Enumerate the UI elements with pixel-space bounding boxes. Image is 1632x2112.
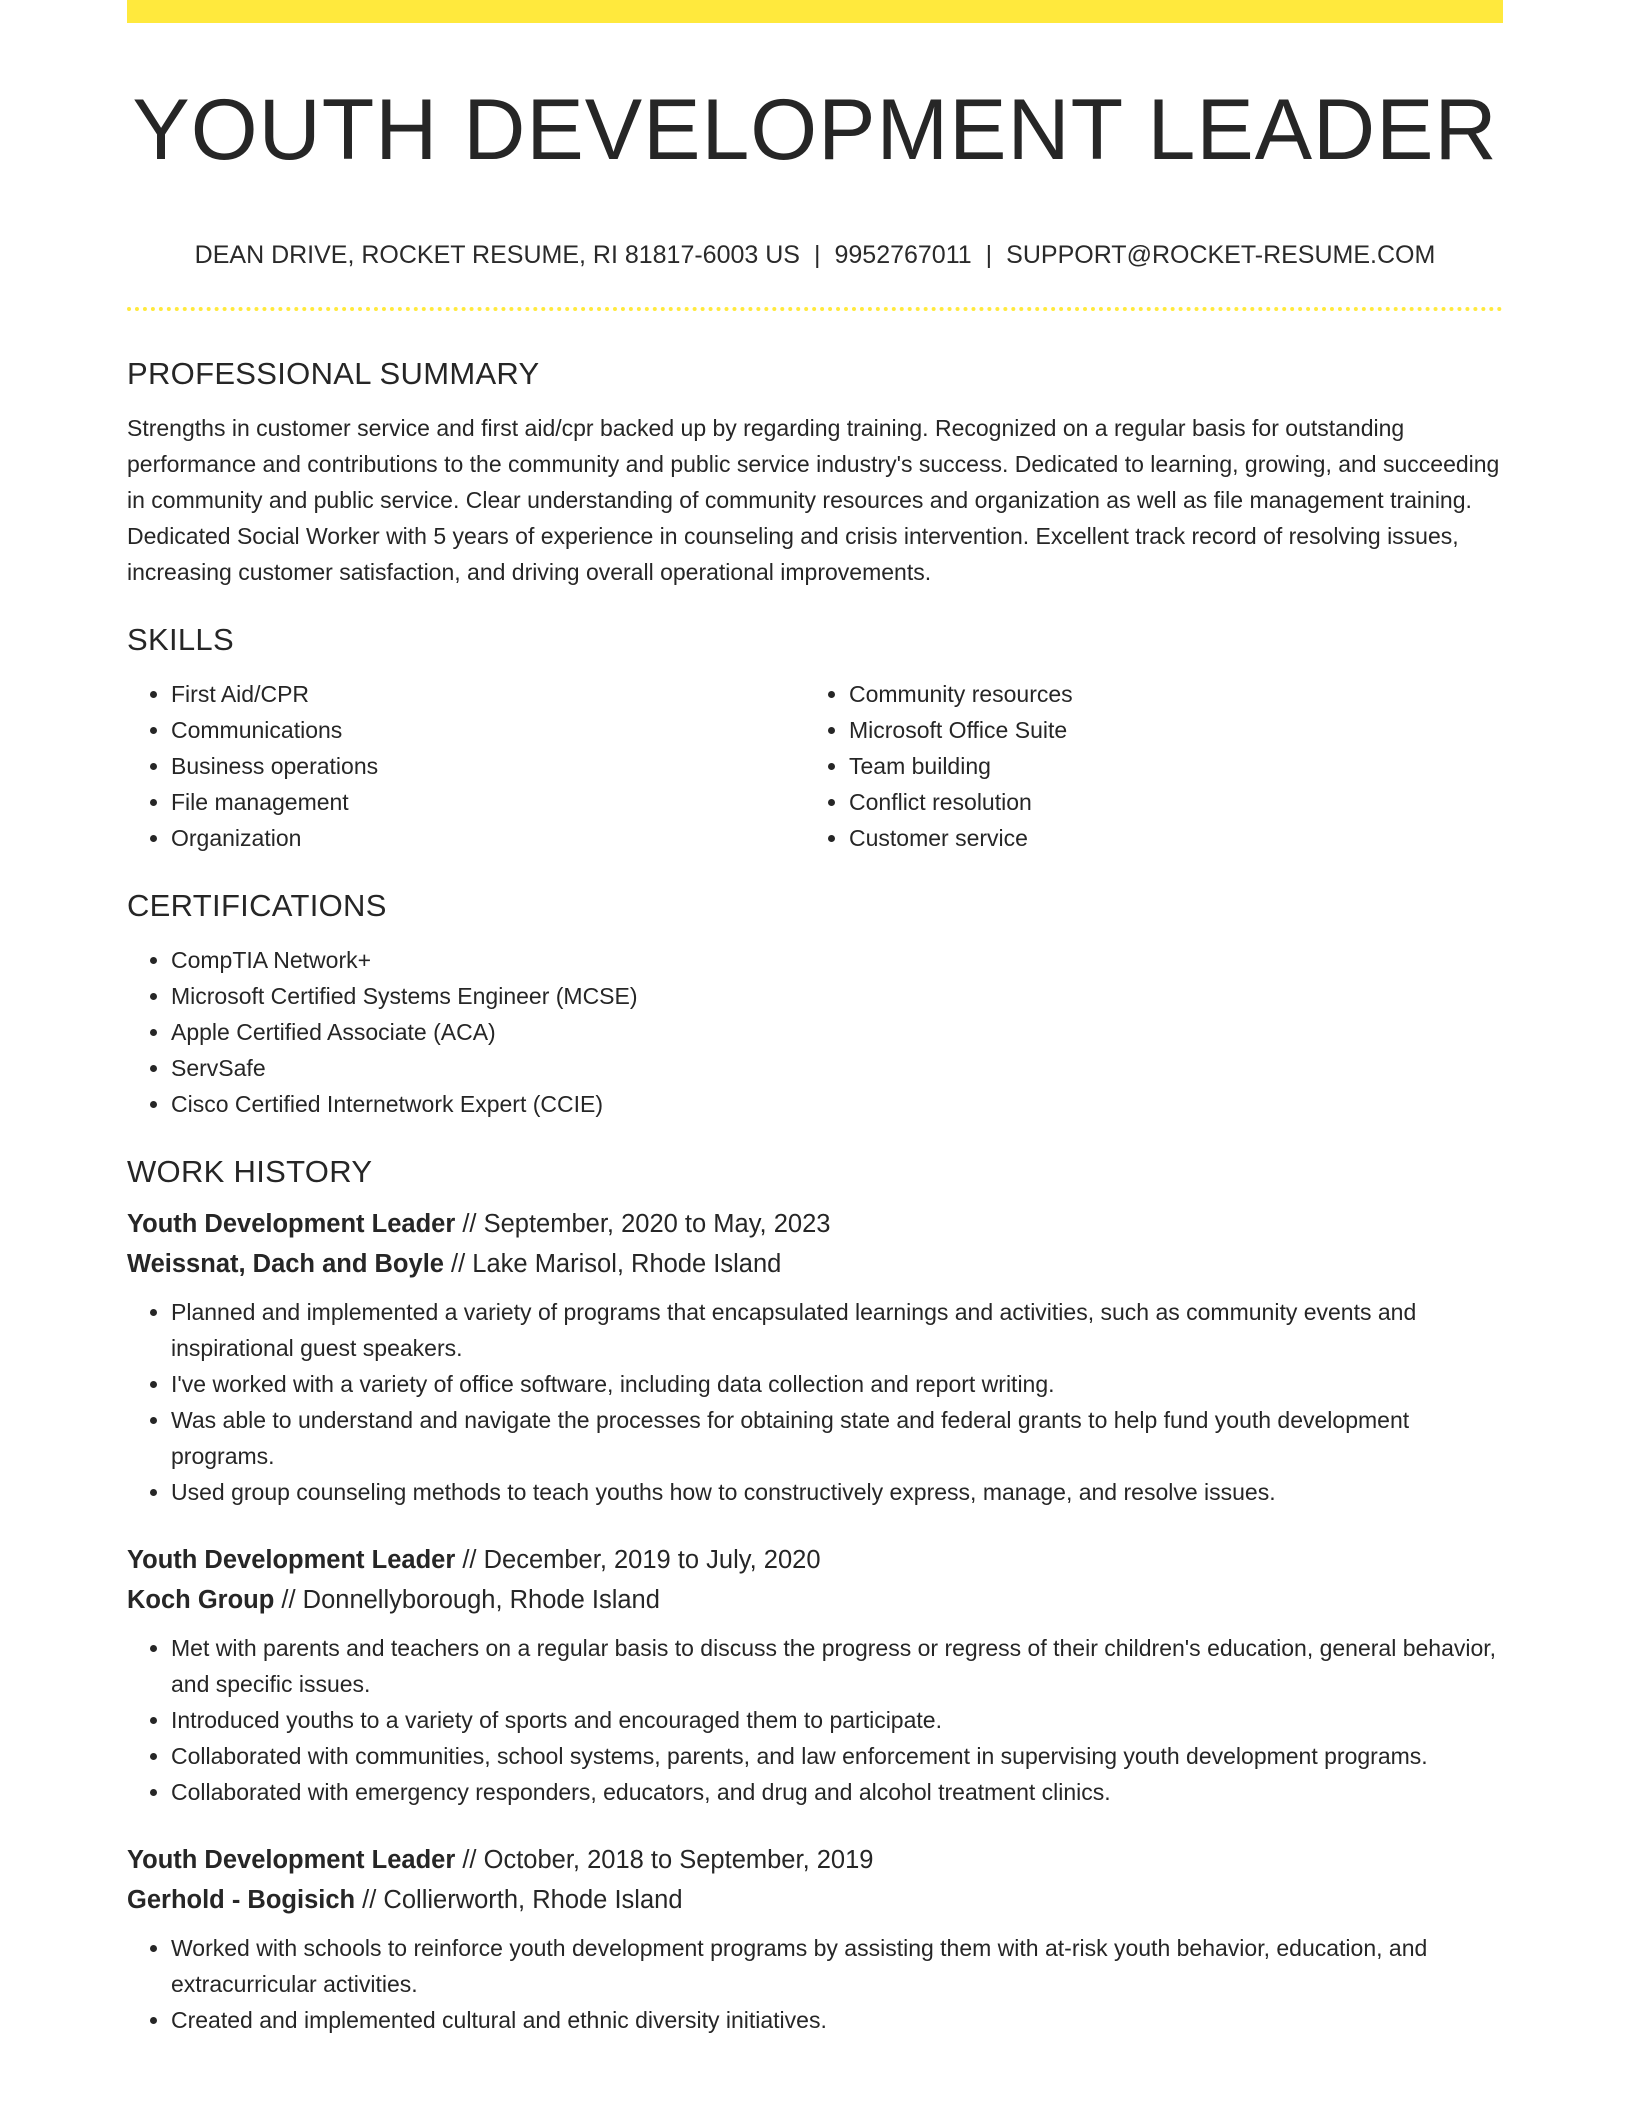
summary-text: Strengths in customer service and first aid/cpr backed up by regarding training. Recognized on a regular basis for outstanding performance and contributions to the community and public service industry's success. Dedicated to learning, growing, and succeeding in community and public service. Clear understanding of community resources and organization as well as file management training. Dedicated Social Worker with 5 years of experience in counseling and crisis intervention. Excellent track record of resolving issues, increasing customer satisfaction, and driving overall operational improvements.: [127, 415, 1500, 585]
certification-item: • Cisco Certified Internetwork Expert (CCIE): [171, 1086, 1503, 1122]
certifications-heading: CERTIFICATIONS: [127, 888, 387, 923]
contact-line: [127, 238, 1503, 272]
job-title: Youth Development Leader: [127, 1210, 456, 1238]
skill-item: • Customer service: [849, 820, 1483, 856]
job-entry: [127, 1540, 1503, 1810]
job-title-line: [127, 1540, 1503, 1580]
job-title-line: [127, 1204, 1503, 1244]
skill-item: • Team building: [849, 748, 1483, 784]
skill-item: • Microsoft Office Suite: [849, 712, 1483, 748]
skill-item: • Conflict resolution: [849, 784, 1483, 820]
job-dates: // December, 2019 to July, 2020: [455, 1546, 821, 1574]
skills-section: [127, 618, 1503, 856]
skill-item: • Organization: [171, 820, 805, 856]
job-bullet: • Created and implemented cultural and ethnic diversity initiatives.: [171, 2002, 1503, 2038]
job-location: // Collierworth, Rhode Island: [355, 1886, 683, 1914]
job-bullet: • Collaborated with emergency responders, educators, and drug and alcohol treatment clinics.: [171, 1774, 1503, 1810]
job-bullets: [127, 1294, 1503, 1510]
job-entry: [127, 1840, 1503, 2038]
job-company-line: [127, 1580, 1503, 1620]
job-title: Youth Development Leader: [127, 1846, 456, 1874]
job-company: Weissnat, Dach and Boyle: [127, 1250, 444, 1278]
job-bullet: • Collaborated with communities, school systems, parents, and law enforcement in supervising youth development programs.: [171, 1738, 1503, 1774]
email-text: SUPPORT@ROCKET-RESUME.COM: [1006, 241, 1436, 269]
job-bullet: • Met with parents and teachers on a regular basis to discuss the progress or regress of their children's education, general behavior, and specific issues.: [171, 1630, 1503, 1702]
skill-item: • First Aid/CPR: [171, 676, 805, 712]
skills-heading: SKILLS: [127, 622, 234, 657]
job-bullet: • Was able to understand and navigate the processes for obtaining state and federal grants to help fund youth development programs.: [171, 1402, 1503, 1474]
dotted-divider: [127, 307, 1503, 311]
job-dates: // October, 2018 to September, 2019: [455, 1846, 874, 1874]
certifications-section: [127, 884, 1503, 1122]
job-bullet: • Planned and implemented a variety of programs that encapsulated learnings and activities, such as community events and inspirational guest speakers.: [171, 1294, 1503, 1366]
resume-body: [127, 352, 1503, 2038]
job-dates: // September, 2020 to May, 2023: [455, 1210, 831, 1238]
certification-item: • CompTIA Network+: [171, 942, 1503, 978]
job-company-line: [127, 1880, 1503, 1920]
job-bullets: [127, 1930, 1503, 2038]
work-history-heading: WORK HISTORY: [127, 1154, 373, 1189]
job-location: // Lake Marisol, Rhode Island: [443, 1250, 782, 1278]
contact-separator: |: [813, 241, 821, 269]
job-bullet: • I've worked with a variety of office software, including data collection and report writing.: [171, 1366, 1503, 1402]
job-entry: [127, 1204, 1503, 1510]
summary-heading: PROFESSIONAL SUMMARY: [127, 356, 540, 391]
skill-item: • Community resources: [849, 676, 1483, 712]
job-bullets: [127, 1630, 1503, 1810]
job-company: Koch Group: [127, 1586, 275, 1614]
summary-section: [127, 352, 1503, 590]
certification-item: • Apple Certified Associate (ACA): [171, 1014, 1503, 1050]
job-title-line: [127, 1840, 1503, 1880]
job-location: // Donnellyborough, Rhode Island: [274, 1586, 660, 1614]
skill-item: • Business operations: [171, 748, 805, 784]
certifications-list: [127, 942, 1503, 1122]
work-history-section: [127, 1150, 1503, 2038]
skill-item: • Communications: [171, 712, 805, 748]
skills-columns: [127, 676, 1503, 856]
certification-item: • ServSafe: [171, 1050, 1503, 1086]
job-bullet: • Used group counseling methods to teach youths how to constructively express, manage, and resolve issues.: [171, 1474, 1503, 1510]
skills-list-left: [127, 676, 805, 856]
job-company: Gerhold - Bogisich: [127, 1886, 356, 1914]
job-company-line: [127, 1244, 1503, 1284]
address-text: DEAN DRIVE, ROCKET RESUME, RI 81817-6003 US: [194, 241, 800, 269]
job-title: Youth Development Leader: [127, 1546, 456, 1574]
skill-item: • File management: [171, 784, 805, 820]
top-accent-bar: [127, 0, 1503, 23]
skills-list-right: [805, 676, 1483, 856]
contact-separator: |: [985, 241, 993, 269]
certification-item: • Microsoft Certified Systems Engineer (MCSE): [171, 978, 1503, 1014]
phone-text: 9952767011: [834, 241, 972, 269]
candidate-name: YOUTH DEVELOPMENT LEADER: [132, 82, 1498, 178]
job-bullet: • Worked with schools to reinforce youth development programs by assisting them with at-risk youth behavior, education, and extracurricular activities.: [171, 1930, 1503, 2002]
job-bullet: • Introduced youths to a variety of sports and encouraged them to participate.: [171, 1702, 1503, 1738]
